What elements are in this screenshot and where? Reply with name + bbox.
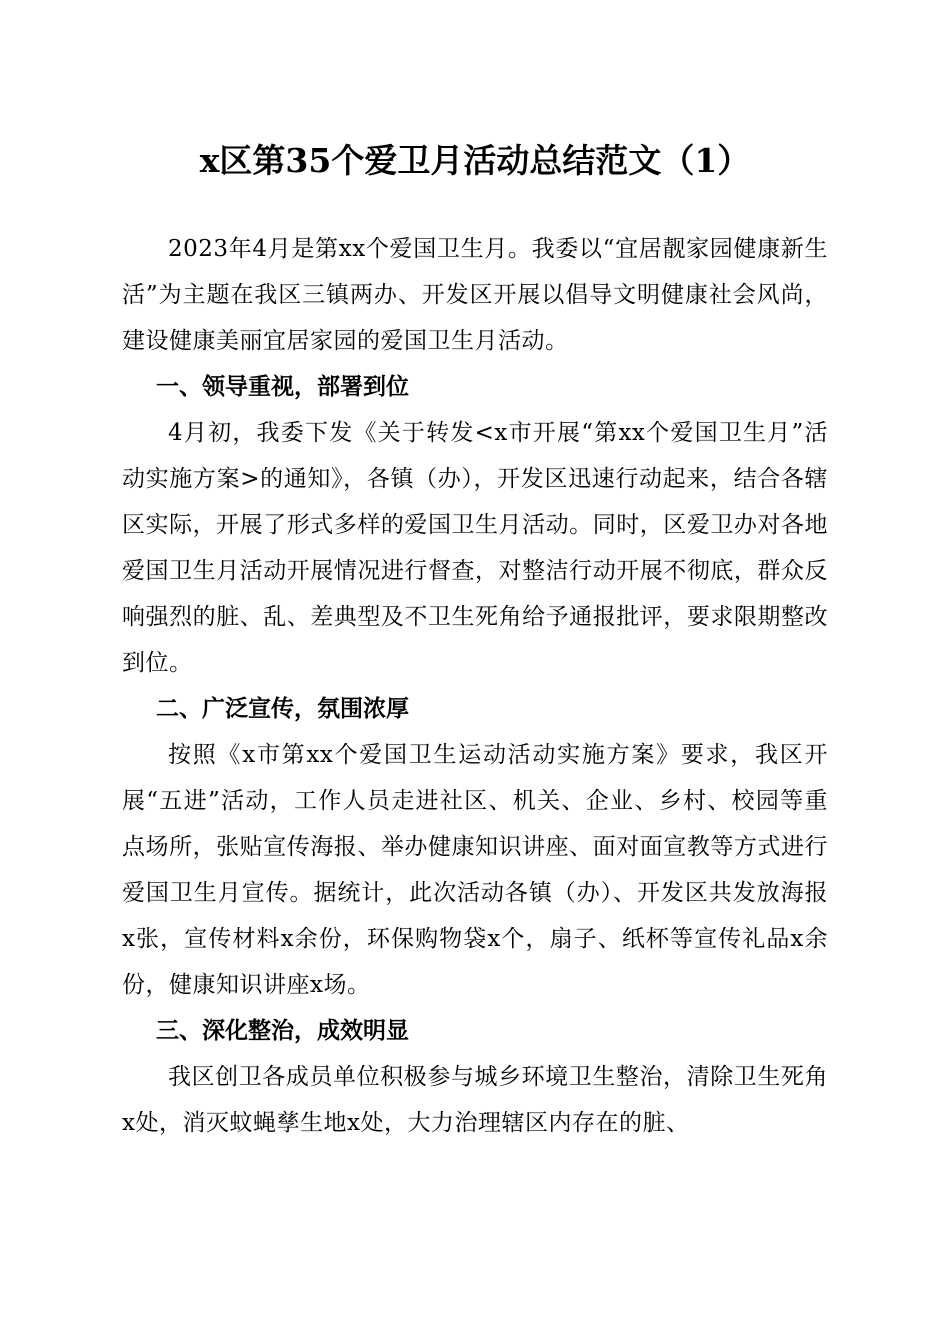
- section-heading-1: 一、领导重视，部署到位: [156, 374, 409, 400]
- section-3-paragraph: 我区创卫各成员单位积极参与城乡环境卫生整治，清除卫生死角x处，消灭蚊蝇孳生地x处，大力治理辖区内存在的脏、: [122, 1064, 828, 1136]
- section-1-paragraph: 4月初，我委下发《关于转发<x市开展“第xx个爱国卫生月”活动实施方案>的通知》，各镇（办），开发区迅速行动起来，结合各辖区实际，开展了形式多样的爱国卫生月活动。同时，区爱卫办对各地爱国卫生月活动开展情况进行督查，对整洁行动开展不彻底，群众反响强烈的脏、乱、差典型及不卫生死角给予通报批评，要求限期整改到位。: [122, 420, 828, 676]
- section-heading-2: 二、广泛宣传，氛围浓厚: [156, 696, 409, 722]
- document-body: [122, 226, 828, 1146]
- intro-paragraph: 2023年4月是第xx个爱国卫生月。我委以“宜居靓家园健康新生活”为主题在我区三镇两办、开发区开展以倡导文明健康社会风尚，建设健康美丽宜居家园的爱国卫生月活动。: [122, 236, 828, 354]
- document-title: x区第35个爱卫月活动总结范文（1）: [199, 141, 751, 180]
- section-2-paragraph: 按照《x市第xx个爱国卫生运动活动实施方案》要求，我区开展“五进”活动，工作人员走进社区、机关、企业、乡村、校园等重点场所，张贴宣传海报、举办健康知识讲座、面对面宣教等方式进行爱国卫生月宣传。据统计，此次活动各镇（办）、开发区共发放海报x张，宣传材料x余份，环保购物袋x个，扇子、纸杯等宣传礼品x余份，健康知识讲座x场。: [122, 742, 828, 998]
- section-heading-3: 三、深化整治，成效明显: [156, 1018, 409, 1044]
